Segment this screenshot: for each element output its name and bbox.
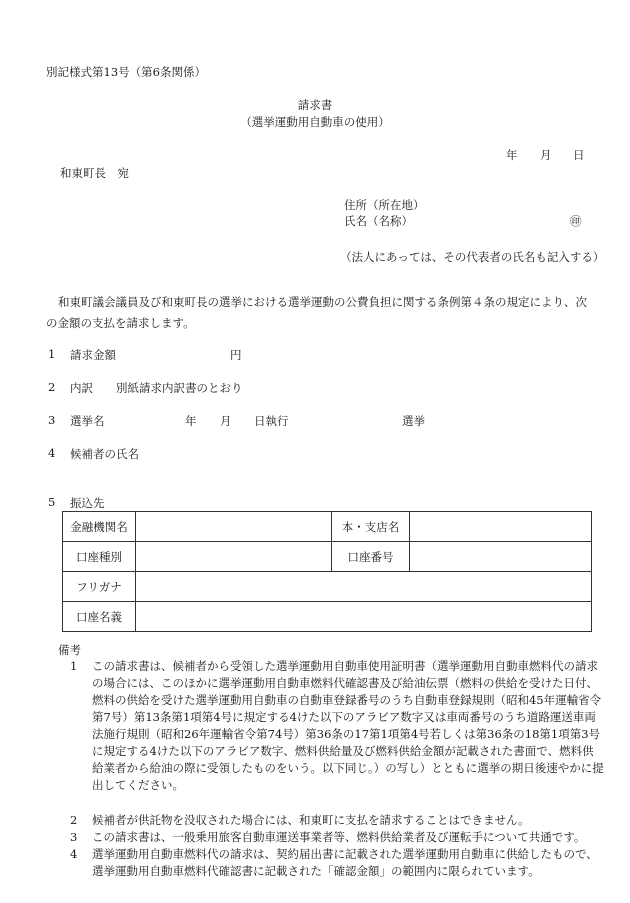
note-3-number: 3 <box>70 830 78 844</box>
table-row <box>63 602 592 632</box>
corporate-note: （法人にあっては、その代表者の氏名も記入する） <box>340 250 605 264</box>
item-2-value: 別紙請求内訳書のとおり <box>116 381 243 395</box>
note-4-text: 選挙運動用自動車燃料代の請求は、契約届出書に記載された選挙運動用自動車に供給したもので、選挙運動用自動車燃料代確認書に記載された「確認金額」の範囲内に限られています。 <box>92 847 598 878</box>
date-month-label: 月 <box>540 148 552 162</box>
address-label: 住所（所在地） <box>344 198 425 212</box>
furigana-field[interactable] <box>136 572 592 602</box>
account-type-label: 口座種別 <box>63 542 136 572</box>
item-1-label: 請求金額 <box>70 348 116 362</box>
notes-heading: 備考 <box>58 643 81 657</box>
item-3-day: 日執行 <box>254 414 289 428</box>
item-3-suffix: 選挙 <box>402 414 425 428</box>
document-title: 請求書 <box>297 98 333 112</box>
note-1-text: この請求書は、候補者から受領した選挙運動用自動車使用証明書（選挙運動用自動車燃料代の請求の場合には、このほかに選挙運動用自動車燃料代確認書及び給油伝票（燃料の供給を受けた日付、燃料の供給を受けた選挙運動用自動車の自動車登録番号のうち自動車登録規則（昭和45年運輸省令第7号）第13条第1項第4号に規定する4けた以下のアラビア数字又は車両番号のうち道路運送車両法施行規則（昭和26年運輸省令第74号）第36条の17第1項第4号若しくは第36条の18第1項第3号に規定する4けた以下のアラビア数字、燃料供給量及び燃料供給金額が記載された書面で、燃料供給業者から給油の際に受領したものをいう。以下同じ。）の写し）とともに選挙の期日後速やかに提出してください。 <box>92 659 604 792</box>
item-2-label: 内訳 <box>70 381 93 395</box>
branch-label: 本・支店名 <box>332 512 410 542</box>
note-1-number: 1 <box>70 659 78 673</box>
document-subtitle: （選挙運動用自動車の使用） <box>240 115 390 129</box>
date-day-label: 日 <box>573 148 585 162</box>
table-row <box>63 512 592 542</box>
item-1-number: 1 <box>48 347 56 361</box>
date-year-label: 年 <box>506 148 518 162</box>
note-2-text: 候補者が供託物を没収された場合には、和東町に支払を請求することはできません。 <box>92 813 530 827</box>
account-name-label: 口座名義 <box>63 602 136 632</box>
item-1-unit: 円 <box>230 348 242 362</box>
item-5-label: 振込先 <box>70 496 105 510</box>
item-5-number: 5 <box>48 495 56 509</box>
bank-transfer-table <box>62 511 592 632</box>
institution-field[interactable] <box>136 512 332 542</box>
item-3-year: 年 <box>185 414 197 428</box>
account-number-field[interactable] <box>410 542 592 572</box>
item-3-number: 3 <box>48 413 56 427</box>
branch-field[interactable] <box>410 512 592 542</box>
name-label: 氏名（名称） <box>344 214 413 228</box>
note-3-text: この請求書は、一般乗用旅客自動車運送事業者等、燃料供給業者及び運転手について共通です。 <box>92 830 586 844</box>
item-2-number: 2 <box>48 380 56 394</box>
note-4-number: 4 <box>70 847 78 861</box>
addressee: 和東町長 宛 <box>60 166 129 180</box>
account-number-label: 口座番号 <box>332 542 410 572</box>
account-name-field[interactable] <box>136 602 592 632</box>
institution-label: 金融機関名 <box>63 512 136 542</box>
table-row <box>63 542 592 572</box>
item-4-label: 候補者の氏名 <box>70 447 139 461</box>
note-2-number: 2 <box>70 813 78 827</box>
seal-mark: ㊞ <box>570 214 582 228</box>
form-reference: 別記様式第13号（第6条関係） <box>46 65 206 79</box>
request-statement: 和東町議会議員及び和東町長の選挙における選挙運動の公費負担に関する条例第４条の規定により、次の金額の支払を請求します。 <box>46 295 587 330</box>
furigana-label: フリガナ <box>63 572 136 602</box>
account-type-field[interactable] <box>136 542 332 572</box>
item-4-number: 4 <box>48 446 56 460</box>
table-row <box>63 572 592 602</box>
item-3-month: 月 <box>220 414 232 428</box>
item-3-label: 選挙名 <box>70 414 105 428</box>
